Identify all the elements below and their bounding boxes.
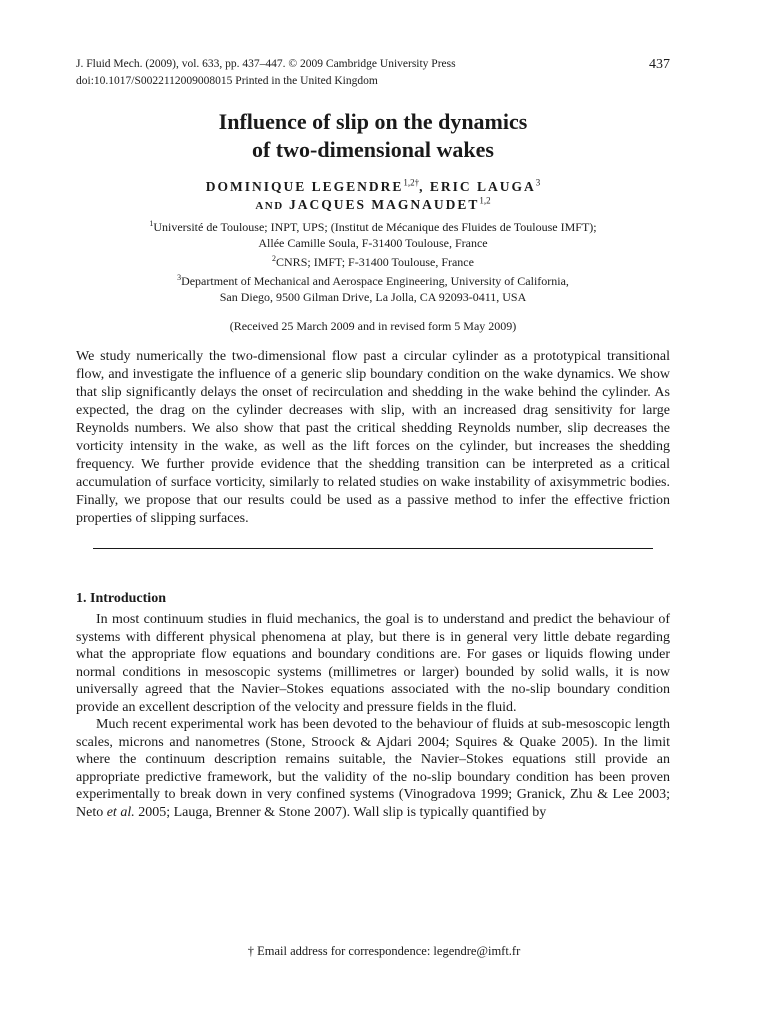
- section-heading: 1. Introduction: [76, 591, 166, 606]
- affiliation-3-line-1: Department of Mechanical and Aerospace Engineering, University of California,: [181, 274, 569, 288]
- affiliation-1-marker: 1: [149, 219, 154, 228]
- intro-paragraph-2: [76, 716, 670, 821]
- title-line-2: of two-dimensional wakes: [251, 137, 494, 162]
- affiliation-2: [76, 254, 670, 270]
- paper-page: [76, 56, 670, 821]
- author-conjunction: AND: [255, 200, 284, 212]
- intro-paragraph-2-text-a: Much recent experimental work has been devoted to the behaviour of fluids at sub-mesoscopic length scales, microns and nanometres (Stone, Stroock & Ajdari 2004; Squires & Quake 2005). In the limit where the continuum description remains suitable, the Navier–Stokes equations still provide an appropriate predictive framework, but the validity of the no-slip boundary condition has been proven experimentally to break down in very confined systems (Vinogradova 1999; Granick, Zhu & Lee 2003; Neto: [76, 717, 670, 820]
- author-lauga: , ERIC LAUGA: [419, 179, 536, 194]
- abstract-divider: [93, 548, 653, 549]
- intro-paragraph-2-text-b: 2005; Lauga, Brenner & Stone 2007). Wall slip is typically quantified by: [134, 804, 547, 820]
- authors-line-1: [76, 178, 670, 196]
- doi-line: doi:10.1017/S0022112009008015 Printed in the United Kingdom: [76, 75, 378, 87]
- affiliation-2-marker: 2: [272, 254, 277, 263]
- affiliation-2-line-1: CNRS; IMFT; F-31400 Toulouse, France: [276, 255, 474, 269]
- author-legendre-affil: 1,2: [403, 177, 415, 188]
- abstract: We study numerically the two-dimensional flow past a circular cylinder as a prototypical transitional flow, and investigate the influence of a generic slip boundary condition on the wake dynamics. We show that slip significantly delays the onset of recirculation and shedding in the wake behind the cylinder. As expected, the drag on the cylinder decreases with slip, with an increased drag sensitivity for large Reynolds numbers. We also show that past the critical shedding Reynolds number, slip decreases the vorticity intensity in the wake, as well as the lift forces on the cylinder, but increases the shedding frequency. We further provide evidence that the shedding transition can be interpreted as a critical accumulation of surface vorticity, similarly to related studies on wake instability of axisymmetric bodies. Finally, we propose that our results could be used as a passive method to infer the effective friction properties of slipping surfaces.: [76, 349, 670, 526]
- affiliation-3-line-2: San Diego, 9500 Gilman Drive, La Jolla, CA 92093-0411, USA: [219, 290, 527, 304]
- intro-paragraph-1: In most continuum studies in fluid mechanics, the goal is to understand and predict the behaviour of systems with different physical phenomena at play, but there is in general very little debate regarding what the appropriate flow equations and boundary conditions are. For gases or liquids flowing under normal conditions in mesoscopic systems (millimetres or larger) bounded by solid walls, it is now universally agreed that the Navier–Stokes equations associated with the no-slip boundary condition provide an excellent description of the velocity and pressure fields in the fluid.: [76, 612, 670, 715]
- received-dates: (Received 25 March 2009 and in revised form 5 May 2009): [229, 319, 517, 333]
- author-list: [76, 178, 670, 215]
- author-magnaudet: JACQUES MAGNAUDET: [289, 197, 480, 212]
- affiliation-1: [76, 219, 670, 251]
- author-lauga-affil: 3: [535, 177, 541, 188]
- affiliation-3-marker: 3: [177, 273, 182, 282]
- affiliation-3: [76, 273, 670, 305]
- authors-line-2: [76, 196, 670, 215]
- citation-line: J. Fluid Mech. (2009), vol. 633, pp. 437–447. © 2009 Cambridge University Press: [76, 58, 456, 70]
- author-legendre: DOMINIQUE LEGENDRE: [205, 179, 404, 194]
- correspondence-footnote: † Email address for correspondence: legendre@imft.fr: [247, 944, 521, 958]
- paper-title: [76, 108, 670, 164]
- affiliation-1-line-2: Allée Camille Soula, F-31400 Toulouse, France: [258, 236, 488, 250]
- section-body: [76, 611, 670, 821]
- dagger-mark: †: [414, 177, 420, 188]
- title-line-1: Influence of slip on the dynamics: [218, 109, 528, 134]
- affiliation-1-line-1: Université de Toulouse; INPT, UPS; (Institut de Mécanique des Fluides de Toulouse IMFT);: [153, 220, 597, 234]
- intro-paragraph-2-etal: et al.: [106, 804, 135, 820]
- page-number: 437: [649, 57, 670, 72]
- author-magnaudet-affil: 1,2: [479, 195, 491, 206]
- journal-header: [76, 56, 670, 90]
- affiliations: [76, 219, 670, 305]
